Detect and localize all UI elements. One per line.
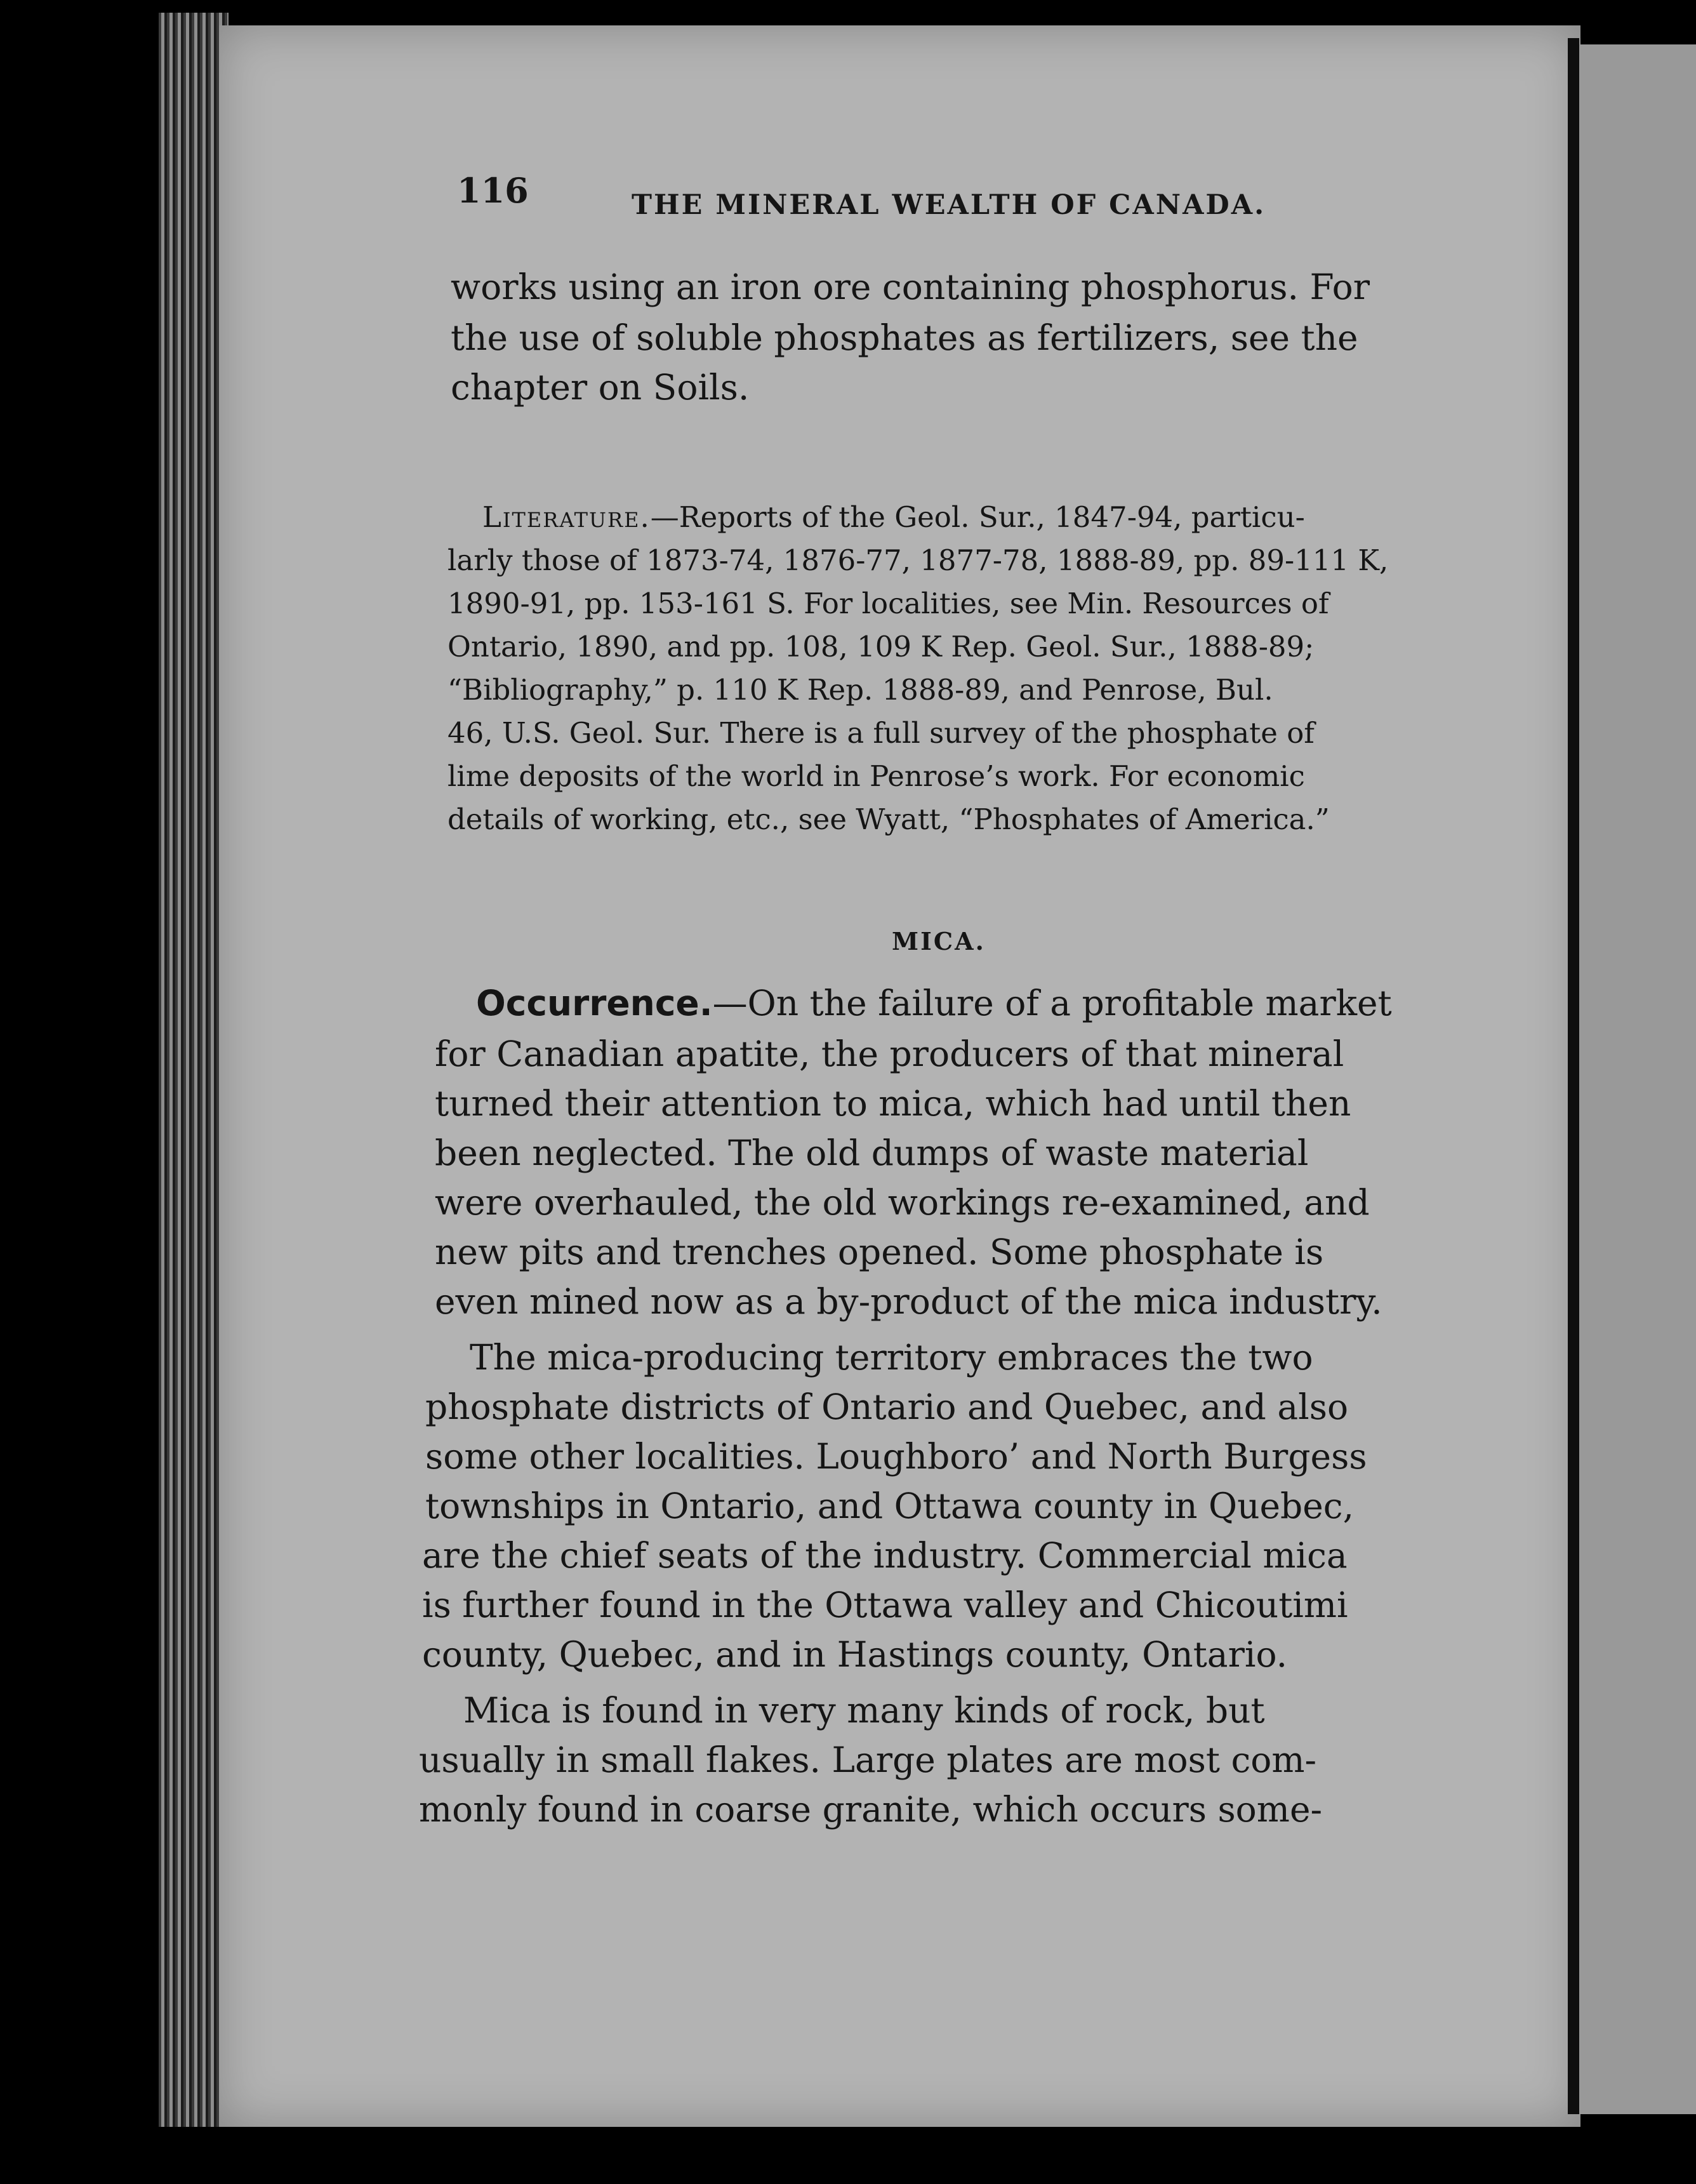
body-line: The mica-producing territory embraces the two bbox=[470, 1337, 1313, 1378]
body-line: are the chief seats of the industry. Commercial mica bbox=[422, 1535, 1348, 1576]
body-line: been neglected. The old dumps of waste material bbox=[435, 1133, 1309, 1173]
body-line: turned their attention to mica, which had until then bbox=[435, 1083, 1351, 1124]
body-line: works using an iron ore containing phosphorus. For bbox=[451, 267, 1370, 307]
body-line: for Canadian apatite, the producers of that mineral bbox=[435, 1034, 1344, 1074]
book-page-edges bbox=[159, 13, 229, 2127]
literature-line: larly those of 1873-74, 1876-77, 1877-78, 1888-89, pp. 89-111 K, bbox=[447, 543, 1389, 577]
body-line: chapter on Soils. bbox=[451, 367, 750, 408]
body-line: Mica is found in very many kinds of rock, but bbox=[463, 1690, 1265, 1731]
body-line: usually in small flakes. Large plates are most com- bbox=[419, 1740, 1317, 1780]
body-line bbox=[476, 983, 1392, 1023]
section-heading: MICA. bbox=[892, 927, 986, 956]
run-in-heading: Occurrence. bbox=[476, 983, 713, 1023]
literature-line: lime deposits of the world in Penrose’s work. For economic bbox=[447, 759, 1305, 793]
literature-line: 46, U.S. Geol. Sur. There is a full survey of the phosphate of bbox=[447, 716, 1315, 750]
literature-line: details of working, etc., see Wyatt, “Phosphates of America.” bbox=[447, 802, 1330, 836]
literature-line: “Bibliography,” p. 110 K Rep. 1888-89, and Penrose, Bul. bbox=[447, 673, 1273, 707]
page-number: 116 bbox=[457, 170, 529, 211]
body-text: —On the failure of a profitable market bbox=[712, 983, 1392, 1023]
body-line: even mined now as a by-product of the mica industry. bbox=[435, 1281, 1382, 1322]
body-line: county, Quebec, and in Hastings county, Ontario. bbox=[422, 1634, 1288, 1675]
body-line: townships in Ontario, and Ottawa county in Quebec, bbox=[425, 1486, 1355, 1526]
body-line: is further found in the Ottawa valley and Chicoutimi bbox=[422, 1585, 1348, 1625]
literature-line: Ontario, 1890, and pp. 108, 109 K Rep. Geol. Sur., 1888-89; bbox=[447, 630, 1315, 663]
body-line: were overhauled, the old workings re-examined, and bbox=[435, 1182, 1370, 1223]
literature-line: 1890-91, pp. 153-161 S. For localities, see Min. Resources of bbox=[447, 587, 1329, 620]
body-line: some other localities. Loughboro’ and North Burgess bbox=[425, 1436, 1367, 1477]
literature-label: Literature. bbox=[482, 500, 651, 534]
gutter-shadow bbox=[1568, 38, 1579, 2114]
body-line: phosphate districts of Ontario and Quebec, and also bbox=[425, 1387, 1349, 1427]
running-title: THE MINERAL WEALTH OF CANADA. bbox=[632, 189, 1266, 221]
body-line: the use of soluble phosphates as fertilizers, see the bbox=[451, 317, 1358, 358]
body-line: new pits and trenches opened. Some phosphate is bbox=[435, 1232, 1324, 1272]
literature-text: —Reports of the Geol. Sur., 1847-94, particu- bbox=[650, 500, 1305, 534]
literature-line bbox=[482, 500, 1305, 534]
body-line: monly found in coarse granite, which occurs some- bbox=[419, 1789, 1323, 1830]
facing-page-edge bbox=[1579, 44, 1696, 2114]
